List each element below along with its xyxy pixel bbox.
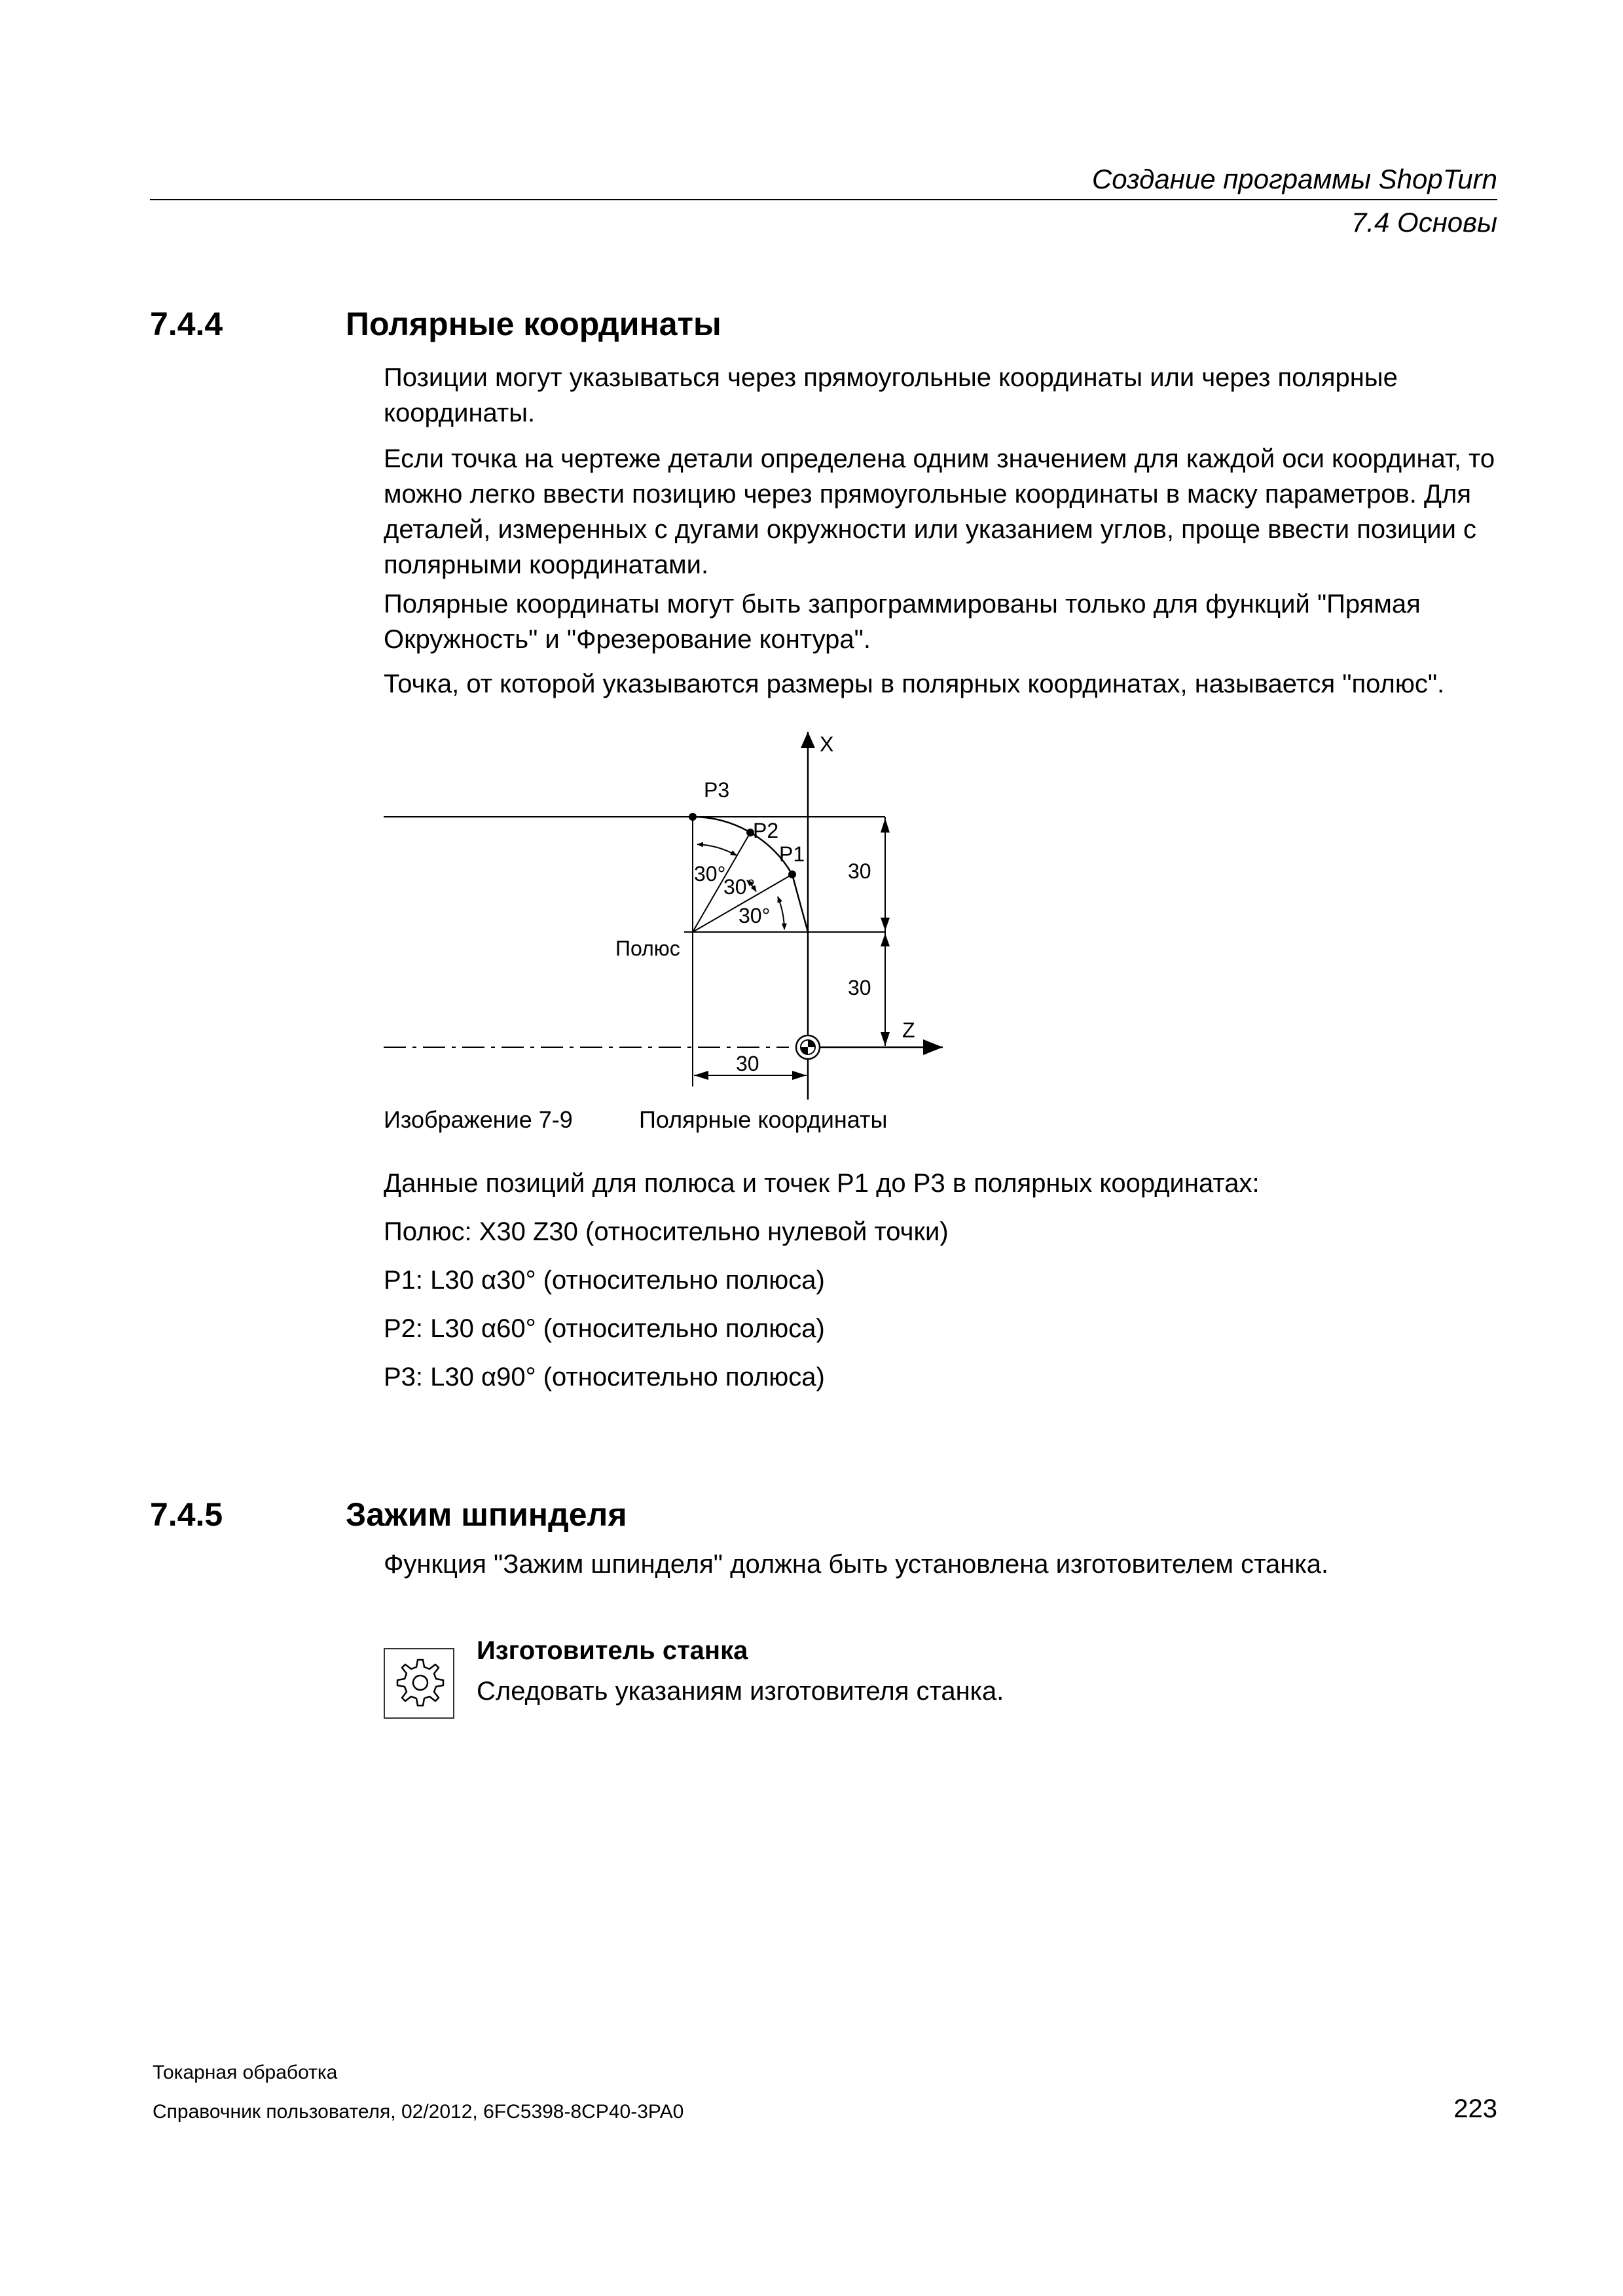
header-rule (150, 199, 1497, 200)
p1-label: P1 (779, 842, 805, 866)
angle-label-2: 30° (723, 875, 756, 899)
positions-intro: Данные позиций для полюса и точек P1 до P3 в полярных координатах: (384, 1169, 1260, 1198)
section-number: 7.4.4 (150, 306, 223, 342)
figure-caption-title: Полярные координаты (639, 1106, 888, 1133)
point-p3 (689, 813, 697, 821)
position-p1: P1: L30 α30° (относительно полюса) (384, 1266, 825, 1295)
x-axis-arrow (801, 732, 815, 748)
angle-label-3: 30° (739, 904, 771, 927)
pole-label: Полюс (615, 937, 680, 960)
angle-arc-3 (778, 897, 784, 929)
z-axis-arrow (923, 1039, 943, 1055)
position-p2: P2: L30 α60° (относительно полюса) (384, 1314, 825, 1343)
paragraph: Полярные координаты могут быть запрограммированы только для функций "Прямая Окружность" и "Фрезерование контура". (384, 590, 1421, 654)
running-header-chapter: Создание программы ShopTurn (1091, 164, 1497, 194)
dimension-x-upper: 30 (848, 859, 871, 883)
paragraph: Если точка на чертеже детали определена одним значением для каждой оси координат, то можно легко ввести позицию через прямоугольные координаты в маску параметров. Для деталей, измеренных с дугами окружности или указанием углов, проще ввести позиции с полярными координатами. (384, 444, 1495, 579)
point-p1 (788, 870, 796, 878)
figure-caption-number: Изображение 7-9 (384, 1106, 573, 1133)
dimension-x-lower: 30 (848, 976, 871, 999)
note-icon-box (384, 1648, 454, 1719)
footer-document-info: Справочник пользователя, 02/2012, 6FC5398-8CP40-3PA0 (153, 2101, 684, 2123)
angle-arc-1 (697, 844, 737, 855)
paragraph: Позиции могут указываться через прямоугольные координаты или через полярные координаты. (384, 363, 1398, 427)
gear-icon (385, 1649, 453, 1717)
zero-point-icon (796, 1035, 820, 1059)
footer-title: Токарная обработка (153, 2062, 338, 2083)
section-title: Полярные координаты (346, 306, 721, 342)
note-title: Изготовитель станка (477, 1636, 748, 1665)
section-title: Зажим шпинделя (346, 1496, 627, 1533)
p3-label: P3 (704, 778, 730, 802)
running-header-section: 7.4 Основы (1351, 207, 1497, 238)
section-number: 7.4.5 (150, 1496, 223, 1533)
polar-coordinates-figure (367, 720, 1021, 1113)
x-axis-label: X (820, 732, 834, 756)
p2-label: P2 (753, 819, 779, 842)
position-pole: Полюс: X30 Z30 (относительно нулевой точки) (384, 1217, 949, 1246)
dimension-z: 30 (736, 1052, 759, 1075)
note-text: Следовать указаниям изготовителя станка. (477, 1677, 1004, 1706)
page-number: 223 (1453, 2094, 1497, 2123)
paragraph: Точка, от которой указываются размеры в полярных координатах, называется "полюс". (384, 670, 1445, 698)
z-axis-label: Z (902, 1018, 915, 1042)
position-p3: P3: L30 α90° (относительно полюса) (384, 1363, 825, 1391)
paragraph: Функция "Зажим шпинделя" должна быть установлена изготовителем станка. (384, 1550, 1329, 1579)
angle-label-1: 30° (694, 862, 726, 886)
